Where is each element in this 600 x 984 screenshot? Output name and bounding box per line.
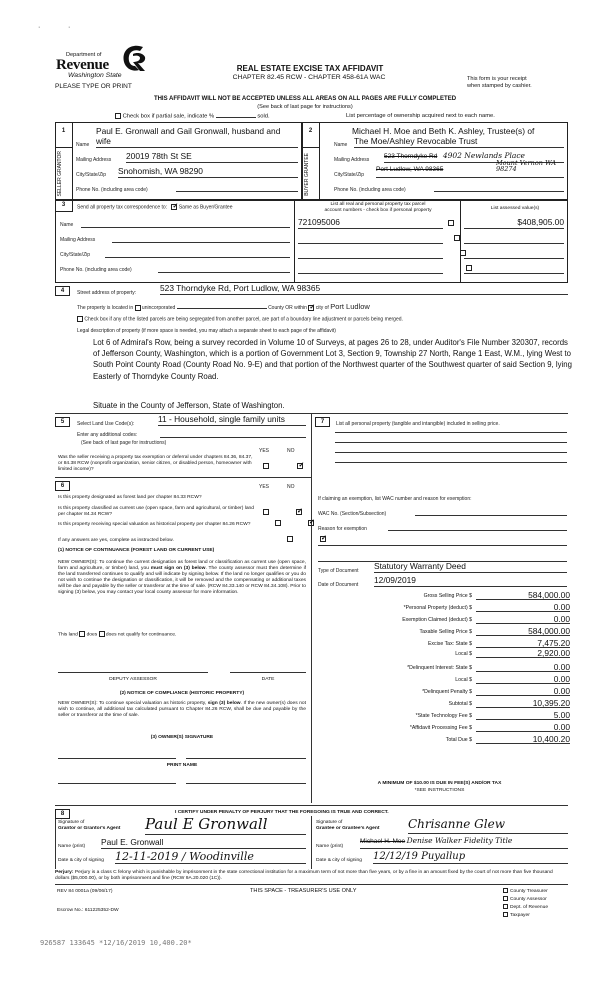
assessed-value-field[interactable]: $408,905.00 bbox=[464, 217, 564, 229]
additional-codes-field[interactable] bbox=[160, 430, 306, 438]
amount-value[interactable]: 0.00 bbox=[476, 673, 570, 684]
unincorporated-label: unincorporated bbox=[141, 305, 176, 311]
deputy-sign-line[interactable] bbox=[58, 672, 208, 673]
print-name-label: PRINT NAME bbox=[166, 763, 198, 768]
question-yes-checkbox[interactable] bbox=[263, 509, 269, 515]
scan-mark: · bbox=[38, 24, 41, 31]
perjury-notice bbox=[55, 870, 568, 882]
legal-desc-label: Legal description of property (if more space is needed, you may attach a separate sheet to each page of the affidavit) bbox=[77, 328, 336, 334]
buyer-name-label: Name bbox=[334, 142, 348, 148]
amount-label: *Delinquent Interest: State $ bbox=[407, 665, 472, 671]
personal-property-line-3[interactable] bbox=[335, 447, 567, 453]
correspondence-row bbox=[77, 204, 232, 210]
amount-value[interactable]: 10,395.20 bbox=[476, 697, 570, 708]
if-yes-note: If any answers are yes, complete as instructed below. bbox=[58, 538, 174, 543]
partial-sale-checkbox[interactable] bbox=[115, 113, 121, 119]
buyer-name-line2[interactable]: The Moe/Ashley Revocable Trust bbox=[354, 136, 564, 148]
located-in-label: The property is located in bbox=[77, 305, 134, 311]
county-or-within-label: County OR within bbox=[268, 305, 307, 311]
owner-sig-line-2[interactable] bbox=[186, 758, 306, 759]
copy-recipient-checkbox[interactable] bbox=[503, 896, 508, 901]
same-as-buyer-checkbox[interactable] bbox=[171, 204, 177, 210]
grantee-sig-label-2: Grantee or Grantee's Agent bbox=[316, 826, 380, 831]
deputy-assessor-label: DEPUTY ASSESSOR bbox=[109, 677, 157, 682]
parcel-header-line2: account numbers - check box if personal property bbox=[324, 208, 432, 213]
see-instructions-note: *SEE INSTRUCTIONS bbox=[414, 788, 465, 793]
copy-recipient-item bbox=[503, 912, 548, 920]
amount-value[interactable]: 0.00 bbox=[476, 601, 570, 612]
print-name-line-2[interactable] bbox=[186, 783, 306, 784]
continuance-title: (1) NOTICE OF CONTINUANCE (FOREST LAND OR CURRENT USE) bbox=[58, 548, 215, 553]
additional-codes-label: Enter any additional codes: bbox=[77, 432, 138, 438]
certify-statement: I CERTIFY UNDER PENALTY OF PERJURY THAT THE FOREGOING IS TRUE AND CORRECT. bbox=[175, 810, 389, 815]
personal-property-line-2[interactable] bbox=[335, 437, 567, 443]
does-not-label: does not qualify for continuance. bbox=[105, 632, 177, 638]
assessed-value-field[interactable] bbox=[464, 262, 564, 274]
continuance-bold: must sign on (3) below bbox=[150, 566, 206, 572]
parcel-number-field[interactable] bbox=[298, 262, 443, 274]
grantee-name-label: Name (print) bbox=[316, 844, 344, 849]
continuance-text bbox=[58, 560, 306, 597]
seller-city-label: City/State/Zip bbox=[76, 172, 107, 178]
treasurer-stamp: 926587 133645 *12/16/2019 10,400.20* bbox=[40, 939, 192, 947]
section-6-question: Is this property designated as forest land per chapter 84.33 RCW? bbox=[58, 495, 202, 500]
buyer-mailing-struck: 523 Thorndyke Rd bbox=[384, 153, 438, 160]
grantee-date-city-field[interactable]: 12/12/19 Puyallup bbox=[373, 851, 568, 864]
section-5-number: 5 bbox=[55, 417, 70, 427]
section-6-question: Is this property receiving special valuation as historical property per chapter 84.26 RCW? bbox=[58, 522, 251, 527]
buyer-phone-field[interactable] bbox=[434, 183, 564, 192]
warning-banner: THIS AFFIDAVIT WILL NOT BE ACCEPTED UNLESS ALL AREAS ON ALL PAGES ARE FULLY COMPLETED bbox=[153, 96, 457, 102]
corr-city-label: City/State/Zip bbox=[60, 252, 91, 258]
segregated-label: Check box if any of the listed parcels are being segregated from another parcel, are part of a boundary line adjustment or parcels being merged. bbox=[84, 316, 403, 323]
divider bbox=[55, 477, 311, 478]
amount-label: Gross Selling Price $ bbox=[423, 593, 472, 599]
amount-value[interactable]: 584,000.00 bbox=[476, 589, 570, 600]
section-1-number: 1 bbox=[55, 122, 73, 148]
s6-yes-header: YES bbox=[259, 484, 270, 490]
continuance-qualify-row bbox=[58, 631, 176, 638]
street-address-field[interactable]: 523 Thorndyke Rd, Port Ludlow, WA 98365 bbox=[160, 283, 568, 295]
does-label: does bbox=[86, 632, 98, 638]
amount-value[interactable]: 7,475.20 bbox=[476, 637, 570, 648]
land-use-code-field[interactable]: 11 - Household, single family units bbox=[158, 414, 306, 426]
amount-value[interactable]: 0.00 bbox=[476, 661, 570, 672]
continuance-text-b: . The county assessor must then determine if the land transferred continues to qualify and will indicate by signing below. If the land no longer qualifies or you do not wish to continue the designation or classification, it will be removed and the compensating or additional taxes will be due and payable by the seller or transferor at the time of sale. (RCW 84.33.140 or RCW 84.34.108). Prior to signing (3) below, you may contact your local county assessor for more information. bbox=[58, 566, 307, 596]
compliance-text-b: . If the new owner(s) does not wish to continue, all additional tax calculated pursuant to Chapter 84.26 RCW, shall be due and payable by the seller or transferor at the time of sale. bbox=[58, 701, 307, 719]
compliance-title: (2) NOTICE OF COMPLIANCE (HISTORIC PROPERTY) bbox=[119, 691, 245, 696]
question-no-checkbox[interactable] bbox=[308, 520, 314, 526]
amount-label: *Affidavit Processing Fee $ bbox=[409, 725, 472, 731]
amount-label: *Personal Property (deduct) $ bbox=[403, 605, 472, 611]
grantor-name-label: Name (print) bbox=[58, 844, 86, 849]
buyer-side-label bbox=[302, 148, 320, 200]
buyer-city-field[interactable] bbox=[376, 159, 564, 178]
seller-name-label: Name bbox=[76, 142, 90, 148]
logo-washington-text: Washington State bbox=[68, 72, 122, 79]
buyer-name-line1[interactable]: Michael H. Moe and Beth K. Ashley, Trustee(s) of bbox=[352, 126, 535, 136]
divider bbox=[55, 884, 568, 885]
form-chapter: CHAPTER 82.45 RCW - CHAPTER 458-61A WAC bbox=[232, 74, 386, 81]
assessed-header: List assessed value(s) bbox=[490, 206, 540, 211]
amount-label: Excise Tax: State $ bbox=[427, 641, 472, 647]
parcel-header-line1: List all real and personal property tax parcel bbox=[330, 202, 426, 207]
situate-text[interactable]: Situate in the County of Jefferson, State of Washington. bbox=[93, 401, 285, 410]
personal-property-checkbox[interactable] bbox=[448, 220, 454, 226]
copy-recipient-label: Taxpayer bbox=[510, 913, 530, 918]
exemption-no-checkbox[interactable] bbox=[297, 463, 303, 469]
city-value[interactable]: Port Ludlow bbox=[330, 302, 370, 311]
treasurer-use-label: THIS SPACE - TREASURER'S USE ONLY bbox=[250, 888, 357, 894]
grantee-signature[interactable]: Chrisanne Glew bbox=[408, 817, 568, 834]
seller-phone-label: Phone No. (including area code) bbox=[76, 187, 148, 193]
section-8-number: 8 bbox=[55, 809, 70, 819]
wac-field[interactable] bbox=[415, 509, 567, 516]
legal-description[interactable]: Lot 6 of Admiral's Row, being a survey recorded in Volume 10 of Surveys, at pages 26 to 28, under Auditor's File Number 320307, records of Jefferson County, Washington, which is a portion of Government Lot 3, Section 9, Township 27 North, Range 1 East, W.M., lying West to South Point County Road (County Road No. 9-E) and that portion of the Northwest quarter of the Southwest quarter of said Section 9, lying Easterly of Thorndyke County Road. bbox=[93, 338, 572, 381]
seller-mailing-field[interactable]: 20019 78th St SE bbox=[126, 151, 298, 163]
personal-property-line-1[interactable] bbox=[335, 427, 567, 433]
grantor-date-label: Date & city of signing bbox=[58, 858, 104, 863]
amount-value[interactable]: 0.00 bbox=[476, 721, 570, 732]
please-type-text: PLEASE TYPE OR PRINT bbox=[55, 83, 132, 90]
unincorporated-checkbox[interactable] bbox=[135, 305, 141, 311]
corr-name-field[interactable] bbox=[81, 219, 290, 228]
seller-phone-field[interactable] bbox=[176, 183, 298, 192]
see-back-note: (See back of last page for instructions) bbox=[257, 104, 353, 110]
form-title: REAL ESTATE EXCISE TAX AFFIDAVIT bbox=[236, 64, 384, 73]
question-yes-checkbox[interactable] bbox=[275, 520, 281, 526]
seller-grantor-label: SELLER GRANTOR bbox=[56, 151, 63, 197]
amount-label: *Delinquent Penalty $ bbox=[422, 689, 472, 695]
does-not-qualify-checkbox[interactable] bbox=[99, 631, 105, 637]
wac-label: WAC No. (Section/Subsection) bbox=[318, 511, 387, 517]
reason-field[interactable] bbox=[388, 524, 567, 531]
logo-revenue-text: Revenue bbox=[56, 57, 109, 73]
receipt-note bbox=[467, 76, 532, 90]
copy-recipient-checkbox[interactable] bbox=[503, 888, 508, 893]
copy-recipient-item bbox=[503, 896, 548, 904]
assessed-value-field[interactable] bbox=[464, 247, 564, 259]
rev-number: REV 84 0001a (09/06/17) bbox=[57, 889, 113, 894]
buyer-city-struck: Port Ludlow, WA 98365 bbox=[376, 166, 444, 173]
perjury-text: Perjury is a class C felony which is punishable by imprisonment in the state correctional institution for a maximum term of not more than five years, or by a fine in an amount fixed by the court of not more than five thousand dollars ($5,000.00), or by both imprisonment and fine (RCW 9A.20.020 (1C)). bbox=[55, 870, 553, 881]
compliance-text-a: NEW OWNER(S): To continue special valuation as historic property, bbox=[58, 701, 207, 706]
city-of-label: city of bbox=[315, 305, 329, 311]
s6-no-header: NO bbox=[287, 484, 295, 490]
continuance-text-a: NEW OWNER(S): To continue the current designation as forest land or classification as current use (open space, farm and agriculture, or timber) land, you bbox=[58, 560, 306, 572]
amount-value[interactable]: 584,000.00 bbox=[476, 625, 570, 636]
grantor-sig-label-1: Signature of bbox=[58, 820, 85, 825]
question-no-checkbox[interactable] bbox=[296, 509, 302, 515]
sold-label: sold. bbox=[257, 113, 270, 120]
this-land-label: This land bbox=[58, 632, 78, 638]
amount-label: *State Technology Fee $ bbox=[415, 713, 472, 719]
copy-recipient-item bbox=[503, 904, 548, 912]
s8-mid-border bbox=[311, 816, 312, 869]
corr-mailing-field[interactable] bbox=[112, 234, 290, 243]
personal-property-line-4[interactable] bbox=[335, 457, 567, 463]
grantee-name-handwritten: Denise Walker Fidelity Title bbox=[406, 836, 513, 845]
amount-value[interactable]: 0.00 bbox=[476, 685, 570, 696]
section-7-number: 7 bbox=[315, 417, 330, 427]
divider bbox=[460, 200, 461, 283]
personal-property-checkbox[interactable] bbox=[454, 235, 460, 241]
seller-mailing-label: Mailing Address bbox=[76, 157, 112, 163]
section-4-number: 4 bbox=[55, 286, 70, 296]
reason-line-2[interactable] bbox=[318, 539, 567, 546]
parcel-number-field[interactable] bbox=[298, 247, 443, 259]
send-correspondence-label: Send all property tax correspondence to: bbox=[77, 204, 168, 211]
divider bbox=[55, 805, 568, 806]
grantee-name-field[interactable] bbox=[360, 836, 568, 849]
copy-distribution-list bbox=[503, 888, 548, 920]
question-yes-checkbox[interactable] bbox=[287, 536, 293, 542]
compliance-bold: sign (3) below bbox=[207, 701, 241, 706]
escrow-number: Escrow No.: 611225352-DW bbox=[57, 908, 119, 913]
scan-mark: · bbox=[68, 24, 71, 31]
grantor-sig-label bbox=[58, 820, 120, 832]
doc-date-field[interactable]: 12/09/2019 bbox=[374, 575, 567, 587]
s8-left-border bbox=[55, 819, 56, 869]
vertical-divider bbox=[311, 413, 312, 803]
segregated-row bbox=[77, 316, 403, 322]
amount-value[interactable]: 0.00 bbox=[476, 613, 570, 624]
amount-label: Total Due $ bbox=[445, 737, 472, 743]
doc-type-field[interactable]: Statutory Warranty Deed bbox=[374, 561, 567, 573]
amount-value[interactable]: 5.00 bbox=[476, 709, 570, 720]
corr-phone-label: Phone No. (including area code) bbox=[60, 267, 132, 273]
grantee-date-label: Date & city of signing bbox=[316, 858, 362, 863]
does-qualify-checkbox[interactable] bbox=[79, 631, 85, 637]
located-row bbox=[77, 302, 370, 311]
personal-property-label: List all personal property (tangible and intangible) included in selling price. bbox=[336, 421, 500, 427]
partial-sale-row bbox=[115, 113, 270, 120]
county-field[interactable] bbox=[177, 308, 267, 309]
print-name-line-1[interactable] bbox=[58, 783, 176, 784]
corr-city-field[interactable] bbox=[105, 249, 290, 258]
grantor-signature[interactable]: Paul E Gronwall bbox=[145, 815, 306, 835]
street-label: Street address of property: bbox=[77, 290, 137, 296]
land-use-label: Select Land Use Code(s): bbox=[77, 421, 135, 427]
grantee-name-struck: Michael H. Moe bbox=[360, 838, 406, 845]
logo-dept-text: Department of bbox=[66, 52, 102, 58]
parcel-header bbox=[296, 202, 460, 214]
doc-date-label: Date of Document bbox=[318, 582, 359, 588]
amount-value[interactable]: 2,920.00 bbox=[476, 647, 570, 658]
section-6-number: 6 bbox=[55, 481, 70, 491]
exemption-yes-checkbox[interactable] bbox=[263, 463, 269, 469]
no-header: NO bbox=[287, 448, 295, 454]
grantor-date-city-field[interactable]: 12-11-2019 / Woodinville bbox=[115, 850, 306, 864]
same-as-buyer-label: Same as Buyer/Grantee bbox=[178, 204, 233, 211]
section-2-number: 2 bbox=[302, 122, 320, 148]
amount-label: Subtotal $ bbox=[448, 701, 472, 707]
copy-recipient-label: Dept. of Revenue bbox=[510, 905, 549, 910]
corr-name-label: Name bbox=[60, 222, 74, 228]
exemption-question: Was the seller receiving a property tax exemption or deferral under chapters 84.36, 84.37, or 84.38 RCW (nonprofit organization, senior citizen, or disabled person, homeowner with limited income)? bbox=[58, 455, 253, 472]
buyer-city-handwritten: Mount Vernon WA 98274 bbox=[496, 159, 557, 173]
grantor-name-field[interactable]: Paul E. Gronwall bbox=[101, 837, 306, 849]
exemption-claim-label: If claiming an exemption, list WAC number and reason for exemption: bbox=[318, 496, 472, 502]
buyer-city-label: City/State/Zip bbox=[334, 172, 365, 178]
buyer-grantee-label: BUYER GRANTEE bbox=[303, 152, 310, 196]
partial-pct-field[interactable] bbox=[216, 117, 256, 118]
parcel-number-field[interactable]: 721095006 bbox=[298, 217, 443, 229]
owner-signature-label: (3) OWNER(S) SIGNATURE bbox=[150, 735, 214, 740]
grantee-sig-label-1: Signature of bbox=[316, 820, 343, 825]
compliance-text bbox=[58, 701, 306, 719]
amount-value[interactable]: 10,400.20 bbox=[476, 733, 570, 744]
seller-name-line2[interactable]: wife bbox=[96, 136, 298, 148]
doc-type-label: Type of Document bbox=[318, 568, 359, 574]
yes-header: YES bbox=[259, 448, 270, 454]
buyer-mailing-label: Mailing Address bbox=[334, 157, 370, 163]
city-of-checkbox[interactable] bbox=[308, 305, 314, 311]
amount-label: Local $ bbox=[455, 651, 472, 657]
amount-label: Exemption Claimed (deduct) $ bbox=[402, 617, 472, 623]
section-6-question: Is this property classified as current use (open space, farm and agricultural, or timber) land per chapter 84.34 RCW? bbox=[58, 506, 254, 517]
seller-city-field[interactable]: Snohomish, WA 98290 bbox=[118, 166, 298, 178]
grantee-sig-label bbox=[316, 820, 380, 832]
corr-phone-field[interactable] bbox=[158, 264, 290, 273]
seller-name-line1[interactable]: Paul E. Gronwall and Gail Gronwall, husband and bbox=[96, 126, 281, 136]
buyer-mailing-handwritten: 4902 Newlands Place bbox=[442, 151, 525, 160]
copy-recipient-checkbox[interactable] bbox=[503, 904, 508, 909]
receipt-line-1: This form is your receipt bbox=[467, 76, 527, 82]
additional-codes-note: (See back of last page for instructions) bbox=[81, 440, 167, 446]
assessed-value-field[interactable] bbox=[464, 232, 564, 244]
receipt-line-2: when stamped by cashier. bbox=[467, 83, 532, 89]
date-line[interactable] bbox=[230, 672, 306, 673]
divider bbox=[294, 200, 295, 283]
copy-recipient-label: County Treasurer bbox=[510, 889, 548, 894]
grantor-sig-label-2: Grantor or Grantor's Agent bbox=[58, 826, 121, 831]
seller-side-label bbox=[55, 148, 73, 200]
parcel-number-field[interactable] bbox=[298, 232, 443, 244]
segregated-checkbox[interactable] bbox=[77, 316, 83, 322]
section-3-number: 3 bbox=[55, 200, 73, 212]
minimum-due-note: A MINIMUM OF $10.00 IS DUE IN FEE(S) AND/OR TAX bbox=[377, 781, 502, 786]
owner-sig-line-1[interactable] bbox=[58, 758, 176, 759]
corr-mailing-label: Mailing Address bbox=[60, 237, 96, 243]
date-label: DATE bbox=[261, 677, 275, 682]
copy-recipient-label: County Assessor bbox=[510, 897, 547, 902]
reason-label: Reason for exemption bbox=[318, 526, 367, 532]
buyer-phone-label: Phone No. (including area code) bbox=[334, 187, 406, 193]
partial-sale-label: Check box if partial sale, indicate % bbox=[122, 113, 215, 120]
amount-label: Local $ bbox=[455, 677, 472, 683]
amount-label: Taxable Selling Price $ bbox=[419, 629, 472, 635]
perjury-bold: Perjury: bbox=[55, 870, 74, 875]
ownership-note: List percentage of ownership acquired next to each name. bbox=[346, 113, 495, 119]
copy-recipient-checkbox[interactable] bbox=[503, 912, 508, 917]
copy-recipient-item bbox=[503, 888, 548, 896]
